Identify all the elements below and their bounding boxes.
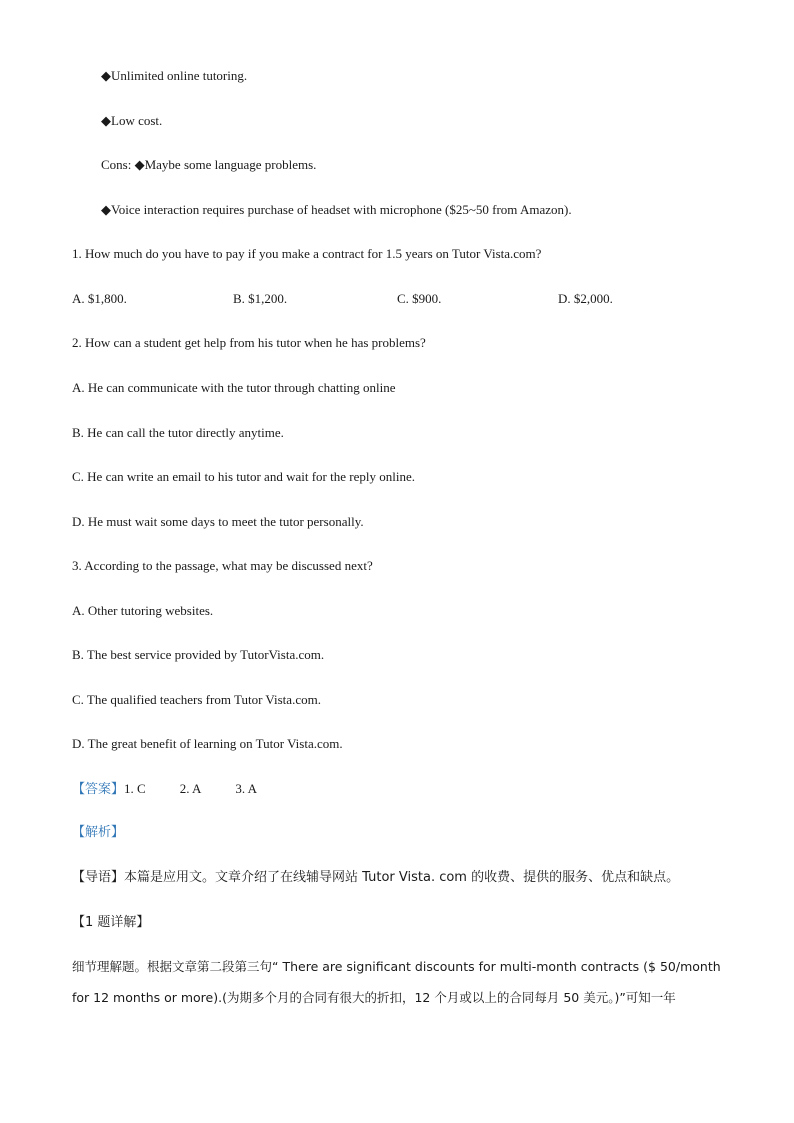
question-2-option-c: C. He can write an email to his tutor and wait for the reply online. bbox=[72, 469, 415, 484]
question-1-option-b: B. $1,200. bbox=[233, 291, 288, 306]
guide-paragraph bbox=[72, 869, 679, 887]
question-1-stem: 1. How much do you have to pay if you make a contract for 1.5 years on Tutor Vista.com? bbox=[72, 246, 542, 261]
guide-text: 本篇是应用文。文章介绍了在线辅导网站 Tutor Vista. com 的收费、提供的服务、优点和缺点。 bbox=[124, 870, 680, 885]
answer-label: 【答案】 bbox=[72, 782, 125, 797]
pros-item-low-cost: ◆Low cost. bbox=[101, 113, 163, 128]
cons-item-language: Cons: ◆Maybe some language problems. bbox=[101, 157, 317, 172]
detail-1-line-1: 细节理解题。根据文章第二段第三句“ There are significant discounts for multi-month contracts ($ 50/month bbox=[72, 959, 721, 974]
question-3-option-b: B. The best service provided by TutorVista.com. bbox=[72, 647, 325, 662]
question-3-option-a: A. Other tutoring websites. bbox=[72, 603, 214, 618]
question-2-stem: 2. How can a student get help from his tutor when he has problems? bbox=[72, 335, 426, 350]
pros-item-unlimited: ◆Unlimited online tutoring. bbox=[101, 68, 248, 83]
answer-line bbox=[72, 780, 257, 799]
question-2-option-b: B. He can call the tutor directly anytime. bbox=[72, 425, 284, 440]
cons-item-voice: ◆Voice interaction requires purchase of headset with microphone ($25~50 from Amazon). bbox=[101, 202, 572, 217]
guide-label: 【导语】 bbox=[72, 870, 125, 885]
analysis-label: 【解析】 bbox=[72, 825, 125, 840]
question-3-option-c: C. The qualified teachers from Tutor Vista.com. bbox=[72, 692, 321, 707]
question-2-option-d: D. He must wait some days to meet the tutor personally. bbox=[72, 514, 364, 529]
detail-1-label: 【1 题详解】 bbox=[72, 915, 150, 930]
question-3-option-d: D. The great benefit of learning on Tutor Vista.com. bbox=[72, 736, 343, 751]
question-1-option-a: A. $1,800. bbox=[72, 291, 127, 306]
answer-1: 1. C bbox=[124, 781, 146, 796]
question-1-option-d: D. $2,000. bbox=[558, 291, 613, 306]
answer-3: 3. A bbox=[235, 781, 258, 796]
question-2-option-a: A. He can communicate with the tutor through chatting online bbox=[72, 380, 396, 395]
question-3-stem: 3. According to the passage, what may be discussed next? bbox=[72, 558, 373, 573]
question-1-option-c: C. $900. bbox=[397, 291, 442, 306]
detail-1-line-2: for 12 months or more).(为期多个月的合同有很大的折扣，12 个月或以上的合同每月 50 美元。)”可知一年 bbox=[72, 990, 676, 1005]
answer-2: 2. A bbox=[179, 781, 202, 796]
